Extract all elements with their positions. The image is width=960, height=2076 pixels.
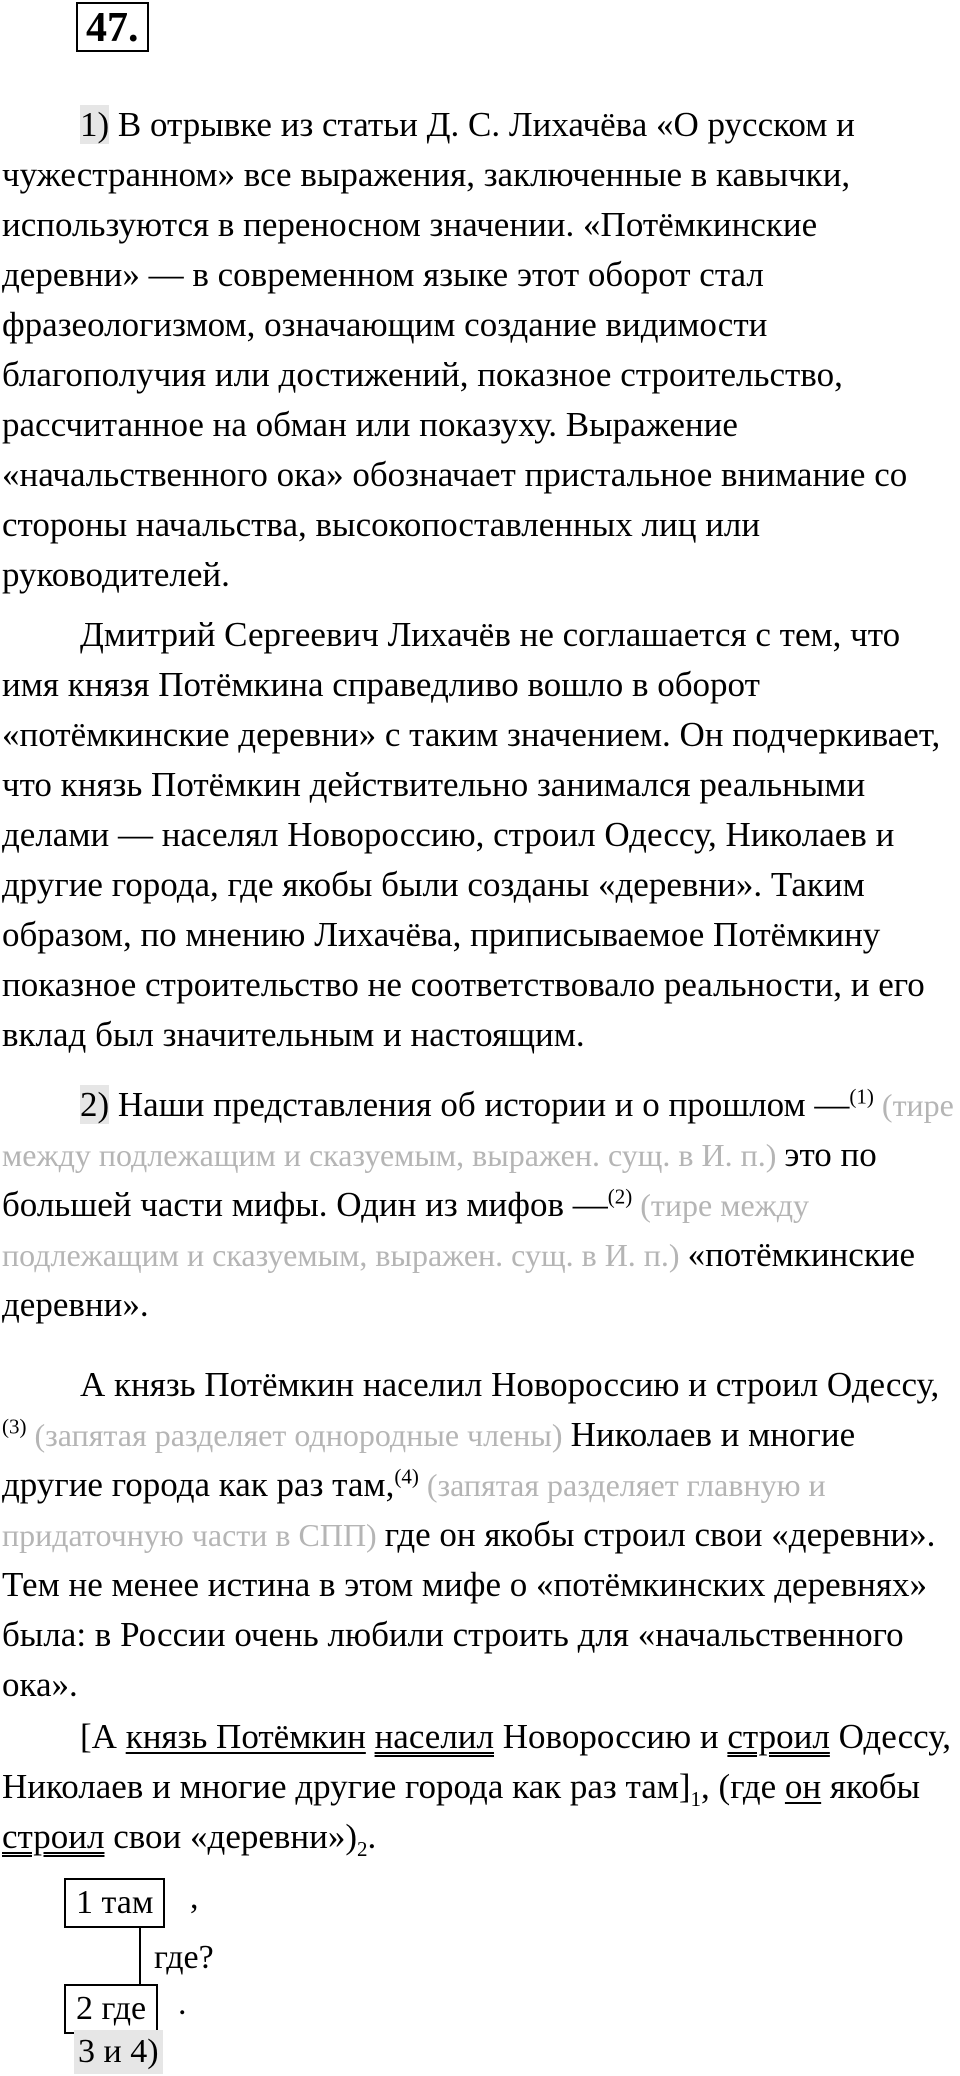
footnote-ref-4: (4) <box>394 1464 419 1489</box>
paragraph-4-part-c: где он якобы строил свои «деревни». Тем не менее истина в этом мифе о «потёмкинских деревнях» была: в России очень любили строить для «начальственного ока». <box>2 1515 936 1704</box>
punctuation-note-1: (тире между подлежащим и сказуемым, выражен. сущ. в И. п.) <box>2 1087 954 1173</box>
subject-underlined: князь Потёмкин <box>125 1717 366 1756</box>
bracket-open: [А <box>80 1717 126 1756</box>
clause-index-2: 2 <box>357 1837 368 1861</box>
predicate-underlined-2: строил <box>727 1717 830 1756</box>
scheme-connector-line <box>139 1928 141 1984</box>
paragraph-1-text: В отрывке из статьи Д. С. Лихачёва «О русском и чужестранном» все выражения, заключенные в кавычки, используются в переносном значении. «Потёмкинские деревни» — в современном языке этот оборот стал фразеологизмом, означающим создание видимости благополучия или достижений, показное строительство, рассчитанное на обман или показуху. Выражение «начальственного ока» обозначает пристальное внимание со стороны начальства, высокопоставленных лиц или руководителей. <box>2 105 908 594</box>
sentence-mid: Новороссию и <box>494 1717 728 1756</box>
sentence-mid-2: якобы <box>821 1767 921 1806</box>
footnote-ref-2: (2) <box>607 1184 633 1209</box>
predicate-underlined-1: населил <box>374 1717 495 1756</box>
punctuation-note-3: (запятая разделяет однородные члены) <box>26 1417 571 1453</box>
task-number: 47. <box>76 2 149 52</box>
paragraph-2: Дмитрий Сергеевич Лихачёв не соглашается с тем, что имя князя Потёмкина справедливо вошло в оборот «потёмкинские деревни» с таким значением. Он подчеркивает, что князь Потёмкин действительно занимался реальными делами — населял Новороссию, строил Одессу, Николаев и другие города, где якобы были созданы «деревни». Таким образом, по мнению Лихачёва, приписываемое Потёмкину показное строительство не соответствовало реальности, и его вклад был значительным и настоящим. <box>2 615 941 1054</box>
scheme-comma: , <box>190 1879 199 1916</box>
item-marker-3-4: 3 и 4) <box>74 2030 163 2074</box>
scheme-period: . <box>178 1985 187 2022</box>
predicate-underlined-3: строил <box>2 1817 105 1856</box>
paragraph-3 <box>2 1080 957 1330</box>
footnote-ref-1: (1) <box>849 1084 874 1109</box>
paragraph-3-part-a: Наши представления об истории и о прошлом — <box>109 1085 850 1124</box>
subject-underlined-2: он <box>784 1767 822 1806</box>
clause-open: , (где <box>701 1767 785 1806</box>
paragraph-4-part-a: А князь Потёмкин населил Новороссию и строил Одессу, <box>80 1365 940 1404</box>
scheme-box-subordinate-clause: 2 где <box>64 1984 158 2034</box>
sentence-rest: Одессу, Николаев и многие другие города как раз там] <box>2 1717 951 1806</box>
punctuation-note-2: (тире между подлежащим и сказуемым, выражен. сущ. в И. п.) <box>2 1187 810 1273</box>
item-marker-2: 2) <box>80 1085 110 1124</box>
punctuation-note-4: (запятая разделяет главную и придаточную части в СПП) <box>2 1467 826 1553</box>
paragraph-4 <box>2 1360 957 1710</box>
paragraph-3-part-c: «потёмкинские деревни». <box>2 1235 916 1324</box>
paragraph-1 <box>2 100 957 600</box>
sentence-rest-2: свои «деревни») <box>104 1817 358 1856</box>
scheme-box-main-clause: 1 там <box>64 1878 165 1928</box>
sentence-end: . <box>367 1817 377 1856</box>
footnote-ref-3: (3) <box>2 1414 27 1439</box>
item-marker-1: 1) <box>80 105 110 144</box>
scheme-question: где? <box>154 1939 214 1976</box>
paragraph-4-part-b: Николаев и многие другие города как раз там, <box>2 1415 856 1504</box>
sentence-analysis <box>2 1712 957 1862</box>
paragraph-3-part-b: это по большей части мифы. Один из мифов — <box>2 1135 877 1224</box>
clause-index-1: 1 <box>690 1787 702 1811</box>
